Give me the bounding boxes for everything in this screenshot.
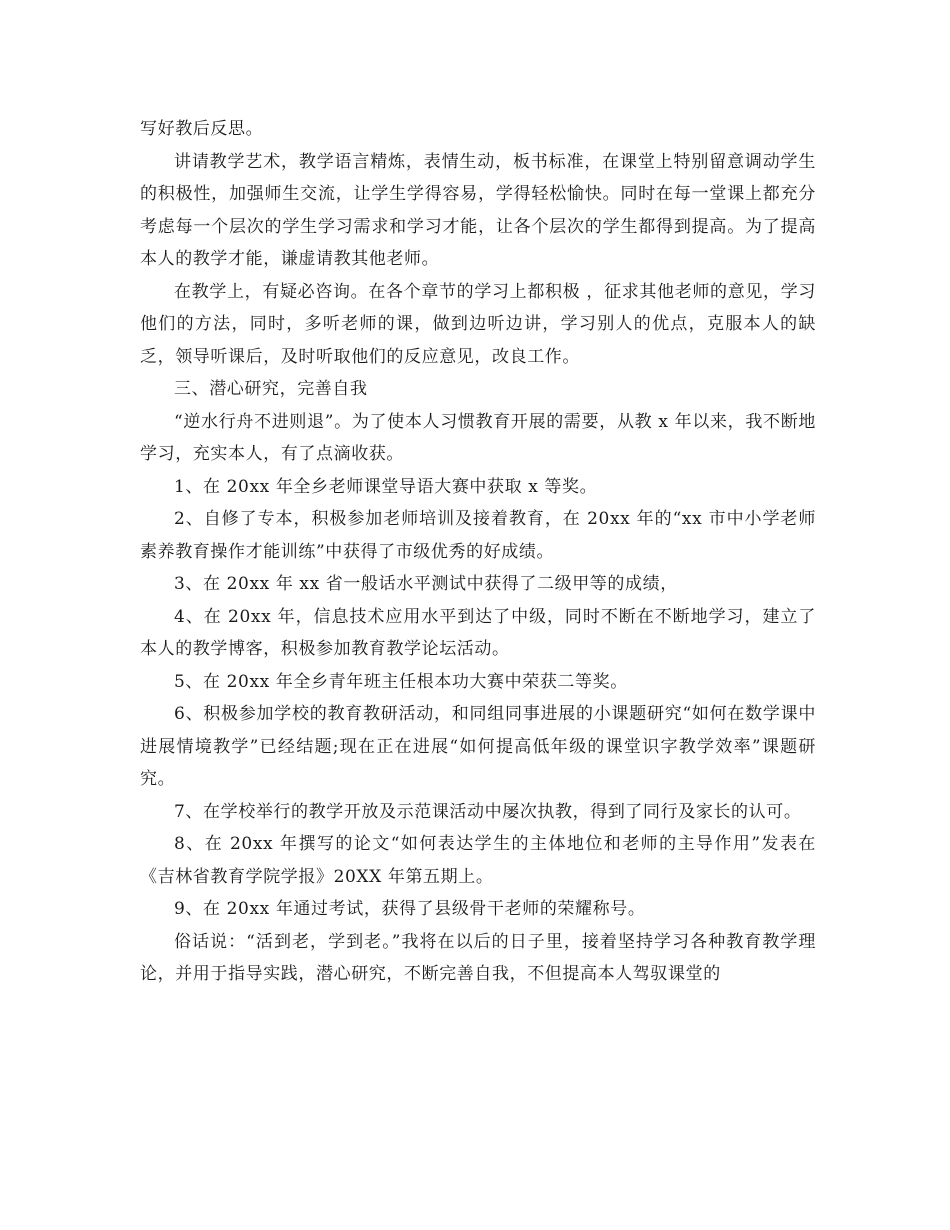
paragraph: 7、在学校举行的教学开放及示范课活动中屡次执教，得到了同行及家长的认可。 <box>174 801 802 822</box>
paragraph: 6、积极参加学校的教育教研活动，和同组同事进展的小课题研究“如何在数学课中进展情境教学”已经结题;现在正在进展“如何提高低年级的课堂识字教学效率”课题研究。 <box>140 704 816 789</box>
paragraph: 写好教后反思。 <box>140 119 264 139</box>
paragraph: 1、在 20xx 年全乡老师课堂导语大赛中获取 x 等奖。 <box>174 476 598 497</box>
paragraph: 5、在 20xx 年全乡青年班主任根本功大赛中荣获二等奖。 <box>174 671 628 692</box>
paragraph: “逆水行舟不进则退”。为了使本人习惯教育开展的需要，从教 x 年以来，我不断地学习，充实本人，有了点滴收获。 <box>140 411 816 464</box>
paragraph: 8、在 20xx 年撰写的论文“如何表达学生的主体地位和老师的主导作用”发表在《吉林省教育学院学报》20XX 年第五期上。 <box>140 834 816 887</box>
paragraph: 4、在 20xx 年，信息技术应用水平到达了中级，同时不断在不断地学习，建立了本人的教学博客，积极参加教育教学论坛活动。 <box>140 606 816 659</box>
paragraph: 3、在 20xx 年 xx 省一般话水平测试中获得了二级甲等的成绩， <box>174 574 678 594</box>
document-body <box>140 113 816 991</box>
paragraph: 9、在 20xx 年通过考试，获得了县级骨干老师的荣耀称号。 <box>174 899 646 919</box>
paragraph: 俗话说：“活到老，学到老。”我将在以后的日子里，接着坚持学习各种教育教学理论，并用于指导实践，潜心研究，不断完善自我，不但提高本人驾驭课堂的 <box>140 931 816 984</box>
paragraph: 讲请教学艺术，教学语言精炼，表情生动，板书标准，在课堂上特别留意调动学生的积极性，加强师生交流，让学生学得容易，学得轻松愉快。同时在每一堂课上都充分考虑每一个层次的学生学习需求和学习才能，让各个层次的学生都得到提高。为了提高本人的教学才能，谦虚请教其他老师。 <box>140 151 816 269</box>
paragraph: 2、自修了专本，积极参加老师培训及接着教育，在 20xx 年的“xx 市中小学老师素养教育操作才能训练”中获得了市级优秀的好成绩。 <box>140 509 816 562</box>
paragraph: 三、潜心研究，完善自我 <box>174 379 368 399</box>
paragraph: 在教学上，有疑必咨询。在各个章节的学习上都积极 ，征求其他老师的意见，学习他们的方法，同时，多听老师的课，做到边听边讲，学习别人的优点，克服本人的缺乏，领导听课后，及时听取他们的反应意见，改良工作。 <box>140 281 816 367</box>
